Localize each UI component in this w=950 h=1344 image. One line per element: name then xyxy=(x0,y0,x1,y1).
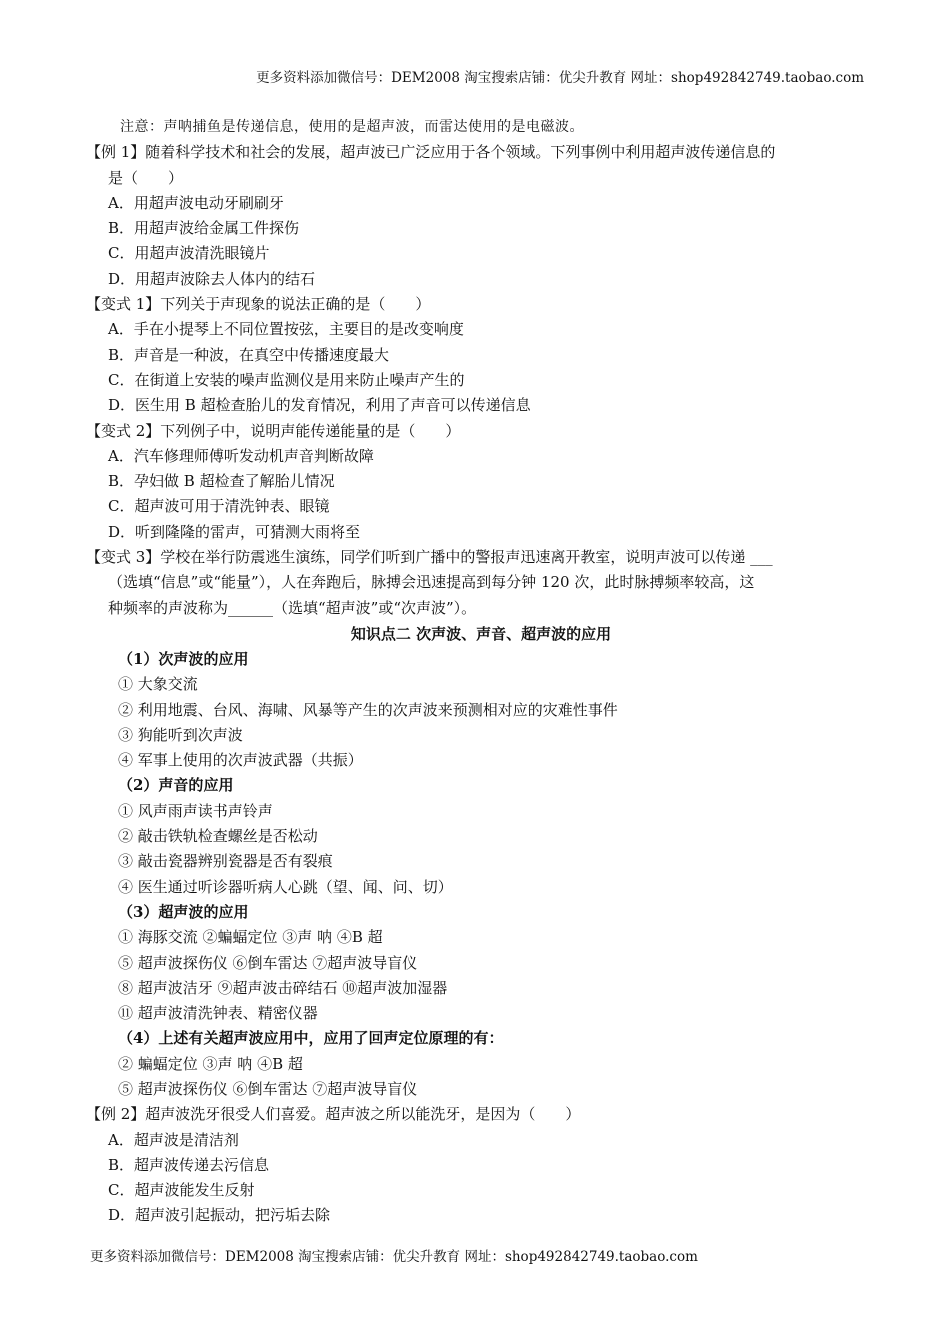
question-stem-cont: 是（ ） xyxy=(108,168,184,187)
question-stem: 【例 2】超声波洗牙很受人们喜爱。超声波之所以能洗牙，是因为（ ） xyxy=(86,1105,581,1124)
question-stem-cont: 种频率的声波称为______（选填“超声波”或“次声波”）。 xyxy=(108,598,477,617)
example-2 xyxy=(86,1102,876,1228)
section-title: 知识点二 次声波、声音、超声波的应用 xyxy=(350,624,612,643)
list-item: ⑧ 超声波洁牙 ⑨超声波击碎结石 ⑩超声波加湿器 xyxy=(118,978,448,997)
option-a: A．手在小提琴上不同位置按弦，主要目的是改变响度 xyxy=(108,320,464,339)
option-d: D．医生用 B 超检查胎儿的发育情况，利用了声音可以传递信息 xyxy=(108,396,531,415)
document-body xyxy=(86,115,876,1229)
variant-2 xyxy=(86,419,876,545)
option-a: A．超声波是清洁剂 xyxy=(108,1130,239,1149)
list-item: ① 风声雨声读书声铃声 xyxy=(118,801,273,820)
list-item: ② 敲击铁轨检查螺丝是否松动 xyxy=(118,827,318,846)
list-item: ③ 狗能听到次声波 xyxy=(118,725,243,744)
option-b: B．用超声波给金属工件探伤 xyxy=(108,219,300,238)
list-item: ② 利用地震、台风、海啸、风暴等产生的次声波来预测相对应的灾难性事件 xyxy=(118,700,618,719)
option-d: D．听到隆隆的雷声，可猜测大雨将至 xyxy=(108,522,361,541)
option-c: C．用超声波清洗眼镜片 xyxy=(108,244,270,263)
option-b: B．孕妇做 B 超检查了解胎儿情况 xyxy=(108,472,335,491)
list-item: ① 海豚交流 ②蝙蝠定位 ③声 呐 ④B 超 xyxy=(118,928,383,947)
list-item: ④ 医生通过听诊器听病人心跳（望、闻、问、切） xyxy=(118,877,453,896)
list-item: ⑤ 超声波探伤仪 ⑥倒车雷达 ⑦超声波导盲仪 xyxy=(118,1079,418,1098)
subsection-heading: （1）次声波的应用 xyxy=(118,649,249,668)
subsection-heading: （4）上述有关超声波应用中，应用了回声定位原理的有： xyxy=(118,1029,504,1048)
option-c: C．超声波能发生反射 xyxy=(108,1181,255,1200)
question-stem: 【变式 3】学校在举行防震逃生演练，同学们听到广播中的警报声迅速离开教室，说明声波可以传递 ___ xyxy=(86,548,773,567)
option-d: D．超声波引起振动，把污垢去除 xyxy=(108,1206,331,1225)
page-footer: 更多资料添加微信号：DEM2008 淘宝搜索店铺：优尖升教育 网址：shop492842749.taobao.com xyxy=(90,1249,698,1265)
list-item: ⑤ 超声波探伤仪 ⑥倒车雷达 ⑦超声波导盲仪 xyxy=(118,953,418,972)
list-item: ② 蝙蝠定位 ③声 呐 ④B 超 xyxy=(118,1054,303,1073)
subsection-heading: （2）声音的应用 xyxy=(118,776,234,795)
list-item: ④ 军事上使用的次声波武器（共振） xyxy=(118,751,363,770)
option-a: A．用超声波电动牙刷刷牙 xyxy=(108,193,284,212)
subsection-heading: （3）超声波的应用 xyxy=(118,902,249,921)
variant-1 xyxy=(86,292,876,418)
question-stem: 【变式 2】下列例子中，说明声能传递能量的是（ ） xyxy=(86,421,461,440)
option-b: B．超声波传递去污信息 xyxy=(108,1155,270,1174)
question-stem: 【例 1】随着科学技术和社会的发展，超声波已广泛应用于各个领域。下列事例中利用超声波传递信息的 xyxy=(86,143,776,162)
example-1 xyxy=(86,140,876,292)
option-c: C．超声波可用于清洗钟表、眼镜 xyxy=(108,497,330,516)
question-stem: 【变式 1】下列关于声现象的说法正确的是（ ） xyxy=(86,295,431,314)
note-text: 注意：声呐捕鱼是传递信息，使用的是超声波，而雷达使用的是电磁波。 xyxy=(120,119,584,135)
page-header: 更多资料添加微信号：DEM2008 淘宝搜索店铺：优尖升教育 网址：shop492842749.taobao.com xyxy=(256,70,864,86)
section-infrasound xyxy=(86,647,876,773)
option-b: B．声音是一种波，在真空中传播速度最大 xyxy=(108,345,390,364)
section-sound xyxy=(86,773,876,899)
list-item: ① 大象交流 xyxy=(118,675,198,694)
question-stem-cont: （选填“信息”或“能量”），人在奔跑后，脉搏会迅速提高到每分钟 120 次，此时脉搏频率较高，这 xyxy=(108,573,755,592)
section-echolocation xyxy=(86,1026,876,1102)
option-c: C．在街道上安装的噪声监测仪是用来防止噪声产生的 xyxy=(108,370,465,389)
list-item: ⑪ 超声波清洗钟表、精密仪器 xyxy=(118,1004,318,1023)
list-item: ③ 敲击瓷器辨别瓷器是否有裂痕 xyxy=(118,852,333,871)
option-a: A．汽车修理师傅听发动机声音判断故障 xyxy=(108,446,374,465)
variant-3 xyxy=(86,545,876,621)
option-d: D．用超声波除去人体内的结石 xyxy=(108,269,316,288)
section-ultrasound xyxy=(86,900,876,1026)
